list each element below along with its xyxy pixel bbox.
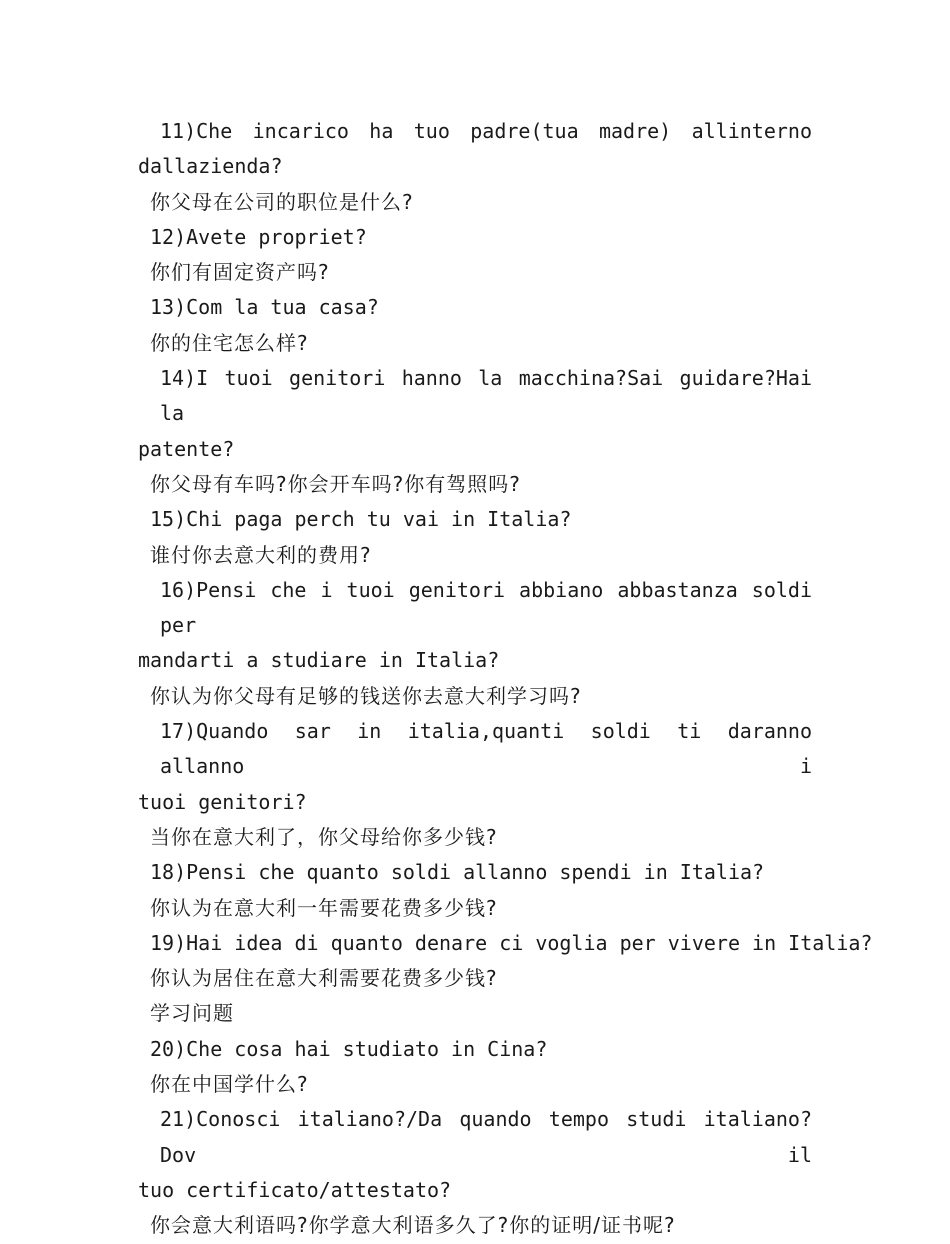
question-line-italian: 14)I tuoi genitori hanno la macchina?Sai guidare?Hai la	[160, 366, 812, 426]
question-line-continued: patente?	[138, 436, 235, 461]
question-line-italian: 13)Com la tua casa?	[150, 295, 379, 320]
translation-line-chinese: 你会意大利语吗?你学意大利语多久了?你的证明/证书呢?	[150, 1213, 676, 1238]
question-line-italian: 11)Che incarico ha tuo padre(tua madre) allinterno	[160, 119, 812, 143]
translation-line-chinese: 学习问题	[150, 1001, 234, 1026]
question-line-italian: 12)Avete propriet?	[150, 224, 367, 249]
translation-line-chinese: 你认为在意大利一年需要花费多少钱?	[150, 895, 498, 920]
question-line-italian: 19)Hai idea di quanto denare ci voglia per vivere in Italia?	[150, 930, 873, 955]
translation-line-chinese: 你的住宅怎么样?	[150, 330, 309, 355]
question-line-continued: dallazienda?	[138, 154, 283, 179]
translation-line-chinese: 谁付你去意大利的费用?	[150, 542, 372, 567]
question-line-continued: tuoi genitori?	[138, 789, 307, 814]
question-line-continued: tuo certificato/attestato?	[138, 1177, 452, 1202]
translation-line-chinese: 你父母有车吗?你会开车吗?你有驾照吗?	[150, 471, 521, 496]
question-line-italian: 15)Chi paga perch tu vai in Italia?	[150, 507, 572, 532]
translation-line-chinese: 你认为居住在意大利需要花费多少钱?	[150, 966, 498, 991]
document-body	[138, 114, 873, 1244]
question-line-italian: 17)Quando sar in italia,quanti soldi ti daranno allanno i	[160, 719, 812, 779]
translation-line-chinese: 当你在意大利了，你父母给你多少钱?	[150, 824, 498, 849]
question-line-italian: 20)Che cosa hai studiato in Cina?	[150, 1036, 548, 1061]
translation-line-chinese: 你们有固定资产吗?	[150, 260, 330, 285]
question-line-italian: 21)Conosci italiano?/Da quando tempo studi italiano?Dov il	[160, 1107, 812, 1167]
translation-line-chinese: 你认为你父母有足够的钱送你去意大利学习吗?	[150, 683, 582, 708]
translation-line-chinese: 你在中国学什么?	[150, 1072, 309, 1097]
translation-line-chinese: 你父母在公司的职位是什么?	[150, 189, 414, 214]
question-line-continued: mandarti a studiare in Italia?	[138, 648, 500, 673]
question-line-italian: 16)Pensi che i tuoi genitori abbiano abbastanza soldi per	[160, 577, 812, 638]
question-line-italian: 18)Pensi che quanto soldi allanno spendi in Italia?	[150, 860, 765, 885]
